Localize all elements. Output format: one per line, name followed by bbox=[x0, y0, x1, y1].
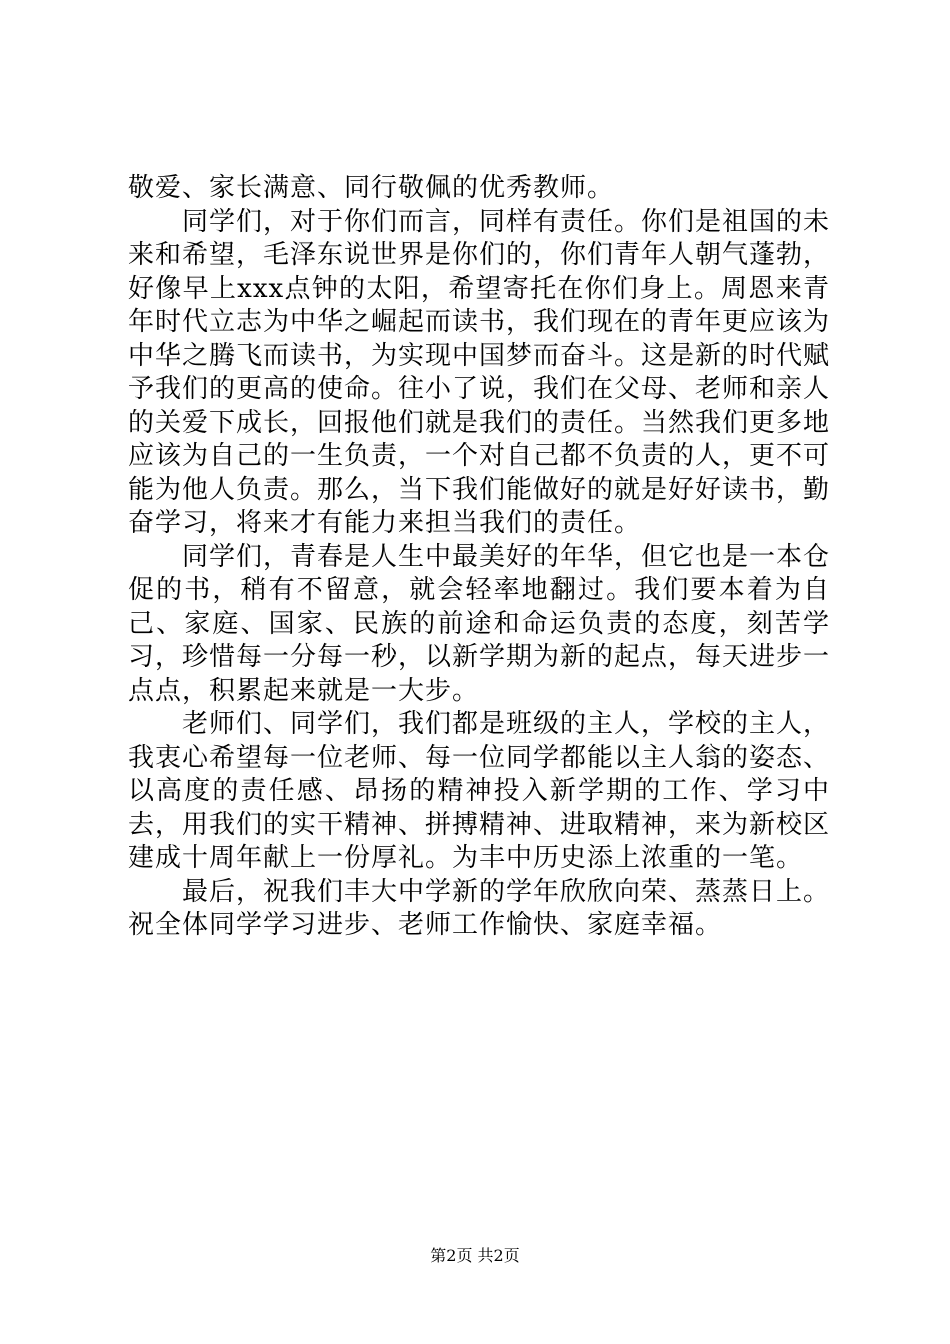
page-footer: 第2页 共2页 bbox=[430, 1246, 520, 1265]
paragraph-responsibility: 同学们，对于你们而言，同样有责任。你们是祖国的未来和希望，毛泽东说世界是你们的，你们青年人朝气蓬勃，好像早上xxx点钟的太阳，希望寄托在你们身上。周恩来青年时代立志为中华之崛起而读书，我们现在的青年更应该为中华之腾飞而读书，为实现中国梦而奋斗。这是新的时代赋予我们的更高的使命。往小了说，我们在父母、老师和亲人的关爱下成长，回报他们就是我们的责任。当然我们更多地应该为自己的一生负责，一个对自己都不负责的人，更不可能为他人负责。那么，当下我们能做好的就是好好读书，勤奋学习，将来才有能力来担当我们的责任。 bbox=[128, 206, 831, 538]
paragraph-masters: 老师们、同学们，我们都是班级的主人，学校的主人，我衷心希望每一位老师、每一位同学都能以主人翁的姿态、以高度的责任感、昂扬的精神投入新学期的工作、学习中去，用我们的实干精神、拼搏精神、进取精神，来为新校区建成十周年献上一份厚礼。为丰中历史添上浓重的一笔。 bbox=[128, 709, 831, 873]
paragraph-closing: 最后，祝我们丰大中学新的学年欣欣向荣、蒸蒸日上。祝全体同学学习进步、老师工作愉快、家庭幸福。 bbox=[128, 876, 831, 940]
paragraph-continuation: 敬爱、家长满意、同行敬佩的优秀教师。 bbox=[128, 173, 615, 203]
document-body bbox=[128, 172, 830, 943]
paragraph-youth: 同学们，青春是人生中最美好的年华，但它也是一本仓促的书，稍有不留意，就会轻率地翻过。我们要本着为自己、家庭、国家、民族的前途和命运负责的态度，刻苦学习，珍惜每一分每一秒，以新学期为新的起点，每天进步一点点，积累起来就是一大步。 bbox=[128, 541, 831, 706]
